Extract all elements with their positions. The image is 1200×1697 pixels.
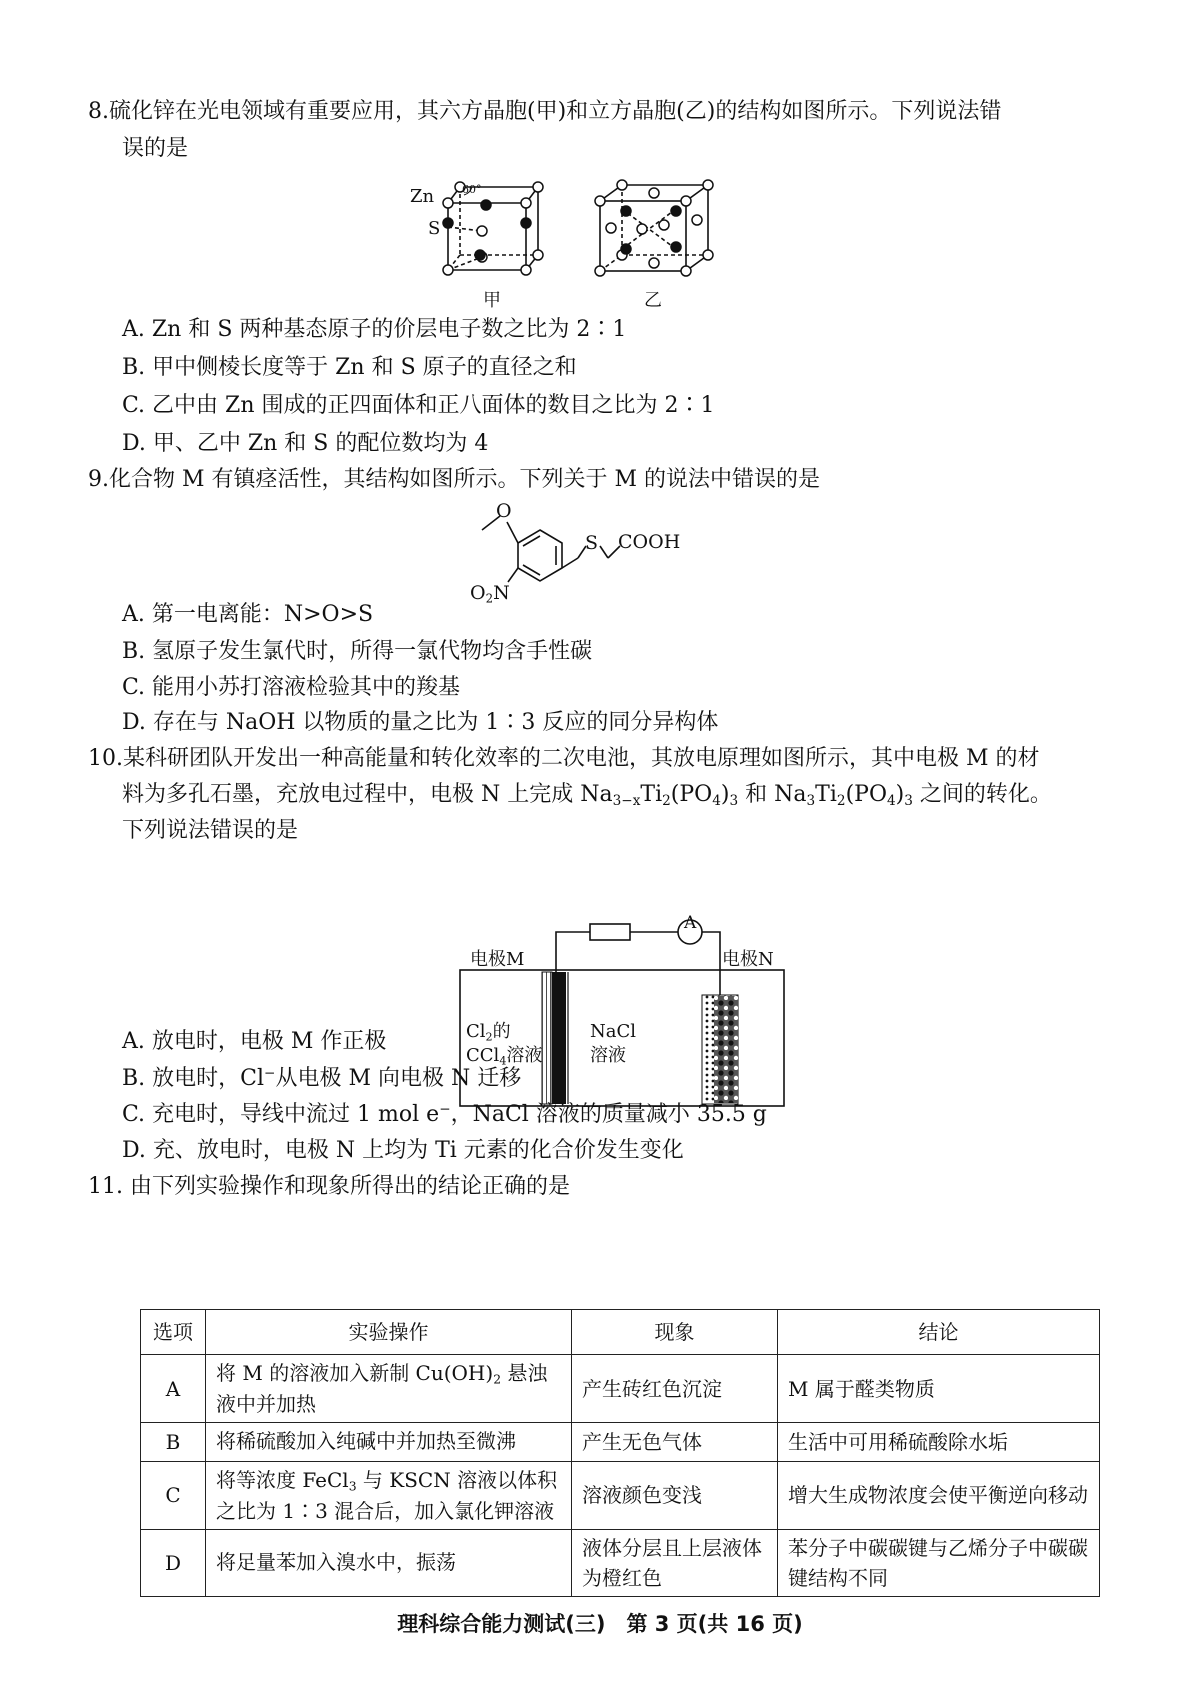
q9-option-b: B. 氢原子发生氯代时，所得一氯代物均含手性碳 [122,639,593,664]
row-option: D [141,1529,206,1596]
row-phenomenon: 溶液颜色变浅 [572,1461,778,1529]
q11-stem: 11. 由下列实验操作和现象所得出的结论正确的是 [88,1174,570,1199]
row-operation: 将稀硫酸加入纯碱中并加热至微沸 [206,1423,572,1461]
left-solution-label-1: $Cl_2$的 [466,1021,511,1044]
q10-stem-line1: 10.某科研团队开发出一种高能量和转化效率的二次电池，其放电原理如图所示，其中电极 M 的材 [88,746,1040,771]
s-label: S [428,218,441,239]
q8-option-c: C. 乙中由 Zn 围成的正四面体和正八面体的数目之比为 2∶1 [122,393,715,418]
zn-label: Zn [410,186,435,207]
label-jia: 甲 [483,290,501,311]
row-conclusion: 增大生成物浓度会使平衡逆向移动 [778,1461,1100,1529]
q8-stem-line1: 8.硫化锌在光电领域有重要应用，其六方晶胞(甲)和立方晶胞(乙)的结构如图所示。下列说法错 [88,99,1002,124]
methoxy-o-label: O [496,500,512,522]
row-operation: 将 M 的溶液加入新制 $Cu(OH)_2$ 悬浊液中并加热 [206,1355,572,1423]
q10-stem-line2: 料为多孔石墨，充放电过程中，电极 N 上完成 $Na_{3-x}Ti_2(PO_4)_3$ 和 $Na_3Ti_2(PO_4)_3$ 之间的转化。 [122,782,1052,810]
header-operation: 实验操作 [206,1310,572,1355]
q10-option-c: C. 充电时，导线中流过 1 mol e−，NaCl 溶液的质量减小 35.5 g [122,1101,767,1127]
row-phenomenon: 产生无色气体 [572,1423,778,1461]
q9-option-c: C. 能用小苏打溶液检验其中的羧基 [122,675,461,700]
table-row [141,1355,1100,1423]
q9-option-d: D. 存在与 NaOH 以物质的量之比为 1∶3 反应的同分异构体 [122,710,719,735]
table-row [141,1461,1100,1529]
header-option: 选项 [141,1310,206,1355]
row-option: B [141,1423,206,1461]
angle-label: 60° [462,183,482,196]
table-row [141,1423,1100,1461]
row-option: A [141,1355,206,1423]
header-phenomenon: 现象 [572,1310,778,1355]
q8-option-b: B. 甲中侧棱长度等于 Zn 和 S 原子的直径之和 [122,355,577,380]
row-phenomenon: 产生砖红色沉淀 [572,1355,778,1423]
row-conclusion: 生活中可用稀硫酸除水垢 [778,1423,1100,1461]
q10-stem-line3: 下列说法错误的是 [122,818,299,843]
row-conclusion: 苯分子中碳碳键与乙烯分子中碳碳键结构不同 [778,1529,1100,1596]
nitro-label: $O_2N$ [470,582,510,606]
row-option: C [141,1461,206,1529]
q10-option-a: A. 放电时，电极 M 作正极 [122,1029,387,1054]
cooh-label: COOH [618,531,681,553]
experiment-table [140,1309,1100,1597]
right-solution-label-2: 溶液 [590,1045,626,1066]
right-solution-label-1: NaCl [590,1021,637,1042]
cubic-cell-figure [592,175,732,311]
header-conclusion: 结论 [778,1310,1100,1355]
page-footer: 理科综合能力测试(三) 第 3 页(共 16 页) [397,1612,803,1636]
left-solution-label-2: CCl$_4$溶液 [466,1045,543,1068]
row-conclusion: M 属于醛类物质 [778,1355,1100,1423]
electrode-n-label: 电极N [722,949,774,970]
hexagonal-cell-figure [410,175,580,311]
row-operation: 将足量苯加入溴水中，振荡 [206,1529,572,1596]
electrode-m-label: 电极M [470,949,525,970]
table-header-row [141,1310,1100,1355]
row-operation: 将等浓度 FeCl$_3$ 与 KSCN 溶液以体积之比为 1∶3 混合后，加入氯化钾溶液 [206,1461,572,1529]
q8-stem-line2: 误的是 [122,136,189,161]
q10-option-b: B. 放电时，Cl−从电极 M 向电极 N 迁移 [122,1065,522,1091]
q8-option-d: D. 甲、乙中 Zn 和 S 的配位数均为 4 [122,431,489,456]
q9-stem: 9.化合物 M 有镇痉活性，其结构如图所示。下列关于 M 的说法中错误的是 [88,467,821,492]
row-phenomenon: 液体分层且上层液体为橙红色 [572,1529,778,1596]
table-row [141,1529,1100,1596]
label-yi: 乙 [644,290,662,311]
q8-option-a: A. Zn 和 S 两种基态原子的价层电子数之比为 2∶1 [122,317,627,342]
ammeter-label: A [684,913,697,933]
compound-m-structure [460,500,720,620]
thioether-s-label: S [585,532,599,554]
q9-option-a: A. 第一电离能：N>O>S [122,602,374,627]
q10-option-d: D. 充、放电时，电极 N 上均为 Ti 元素的化合价发生变化 [122,1138,684,1163]
